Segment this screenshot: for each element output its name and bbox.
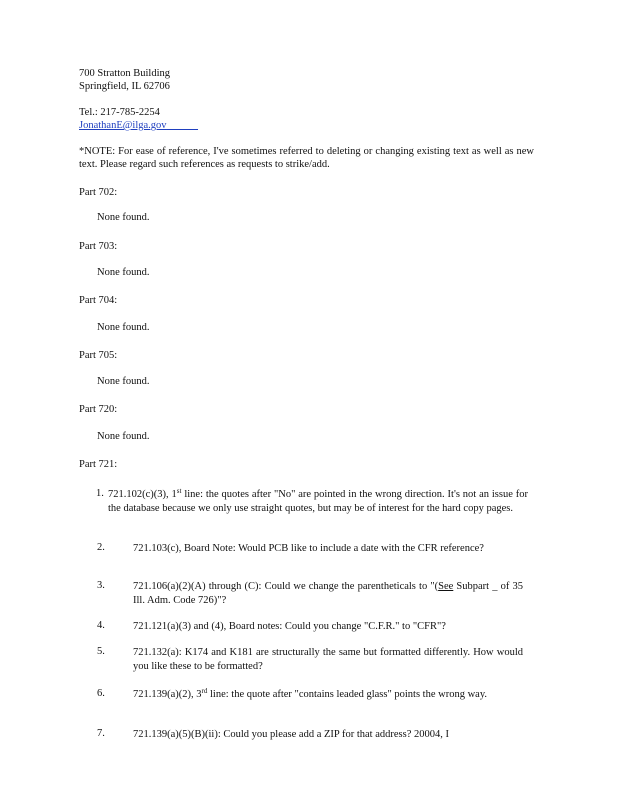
part-heading: Part 721: bbox=[79, 459, 118, 470]
list-item-text: 721.132(a): K174 and K181 are structurally the same but formatted differently. How would you like these to be formatted? bbox=[133, 647, 523, 672]
list-item-number: 4. bbox=[97, 620, 105, 631]
part-body: None found. bbox=[97, 322, 150, 333]
list-item-text: 721.139(a)(5)(B)(ii): Could you please add a ZIP for that address? 20004, I bbox=[133, 729, 449, 740]
note-paragraph: *NOTE: For ease of reference, I've sometimes referred to deleting or changing existing text as well as new text. Please regard such references as requests to strike/add. bbox=[79, 146, 534, 170]
list-item-text: 721.102(c)(3), 1 bbox=[108, 489, 177, 500]
list-item-text: 721.106(a)(2)(A) through (C): Could we change the parentheticals to "( bbox=[133, 581, 439, 592]
list-item-number: 3. bbox=[97, 580, 105, 591]
part-heading: Part 705: bbox=[79, 350, 118, 361]
list-item-text: line: the quotes after "No" are pointed in the wrong direction. It's not an issue for the database because we only use straight quotes, but may be of interest for the hard copy pages. bbox=[108, 489, 528, 514]
list-item-number: 1. bbox=[96, 488, 104, 499]
list-item-number: 7. bbox=[97, 728, 105, 739]
part-body: None found. bbox=[97, 376, 150, 387]
part-heading: Part 720: bbox=[79, 404, 118, 415]
list-item-text: 721.121(a)(3) and (4), Board notes: Could you change "C.F.R." to "CFR"? bbox=[133, 621, 446, 632]
list-item-text: 721.103(c), Board Note: Would PCB like to include a date with the CFR reference? bbox=[133, 543, 484, 554]
see-underlined: See bbox=[438, 581, 454, 592]
list-item bbox=[133, 580, 523, 607]
email-line bbox=[79, 120, 198, 132]
part-heading: Part 703: bbox=[79, 241, 118, 252]
email-underline-trail bbox=[167, 120, 199, 131]
part-heading: Part 702: bbox=[79, 187, 118, 198]
phone-number: Tel.: 217-785-2254 bbox=[79, 107, 160, 118]
email-link[interactable]: JonathanE@ilga.gov bbox=[79, 120, 167, 131]
list-item-number: 5. bbox=[97, 646, 105, 657]
address-line-2: Springfield, IL 62706 bbox=[79, 81, 170, 92]
list-item-text: line: the quote after "contains leaded glass" points the wrong way. bbox=[210, 689, 488, 700]
list-item-number: 2. bbox=[97, 542, 105, 553]
part-body: None found. bbox=[97, 212, 150, 223]
part-body: None found. bbox=[97, 431, 150, 442]
address-line-1: 700 Stratton Building bbox=[79, 68, 171, 79]
ordinal-suffix: rd bbox=[201, 687, 208, 695]
ordinal-suffix: st bbox=[176, 487, 182, 495]
list-item-number: 6. bbox=[97, 688, 105, 699]
part-heading: Part 704: bbox=[79, 295, 118, 306]
list-item bbox=[133, 688, 523, 702]
list-item bbox=[108, 488, 528, 515]
part-body: None found. bbox=[97, 267, 150, 278]
list-item-text: 721.139(a)(2), 3 bbox=[133, 689, 202, 700]
list-item-text: Subpart _ of 35 Ill. Adm. Code 726)"? bbox=[133, 581, 523, 606]
